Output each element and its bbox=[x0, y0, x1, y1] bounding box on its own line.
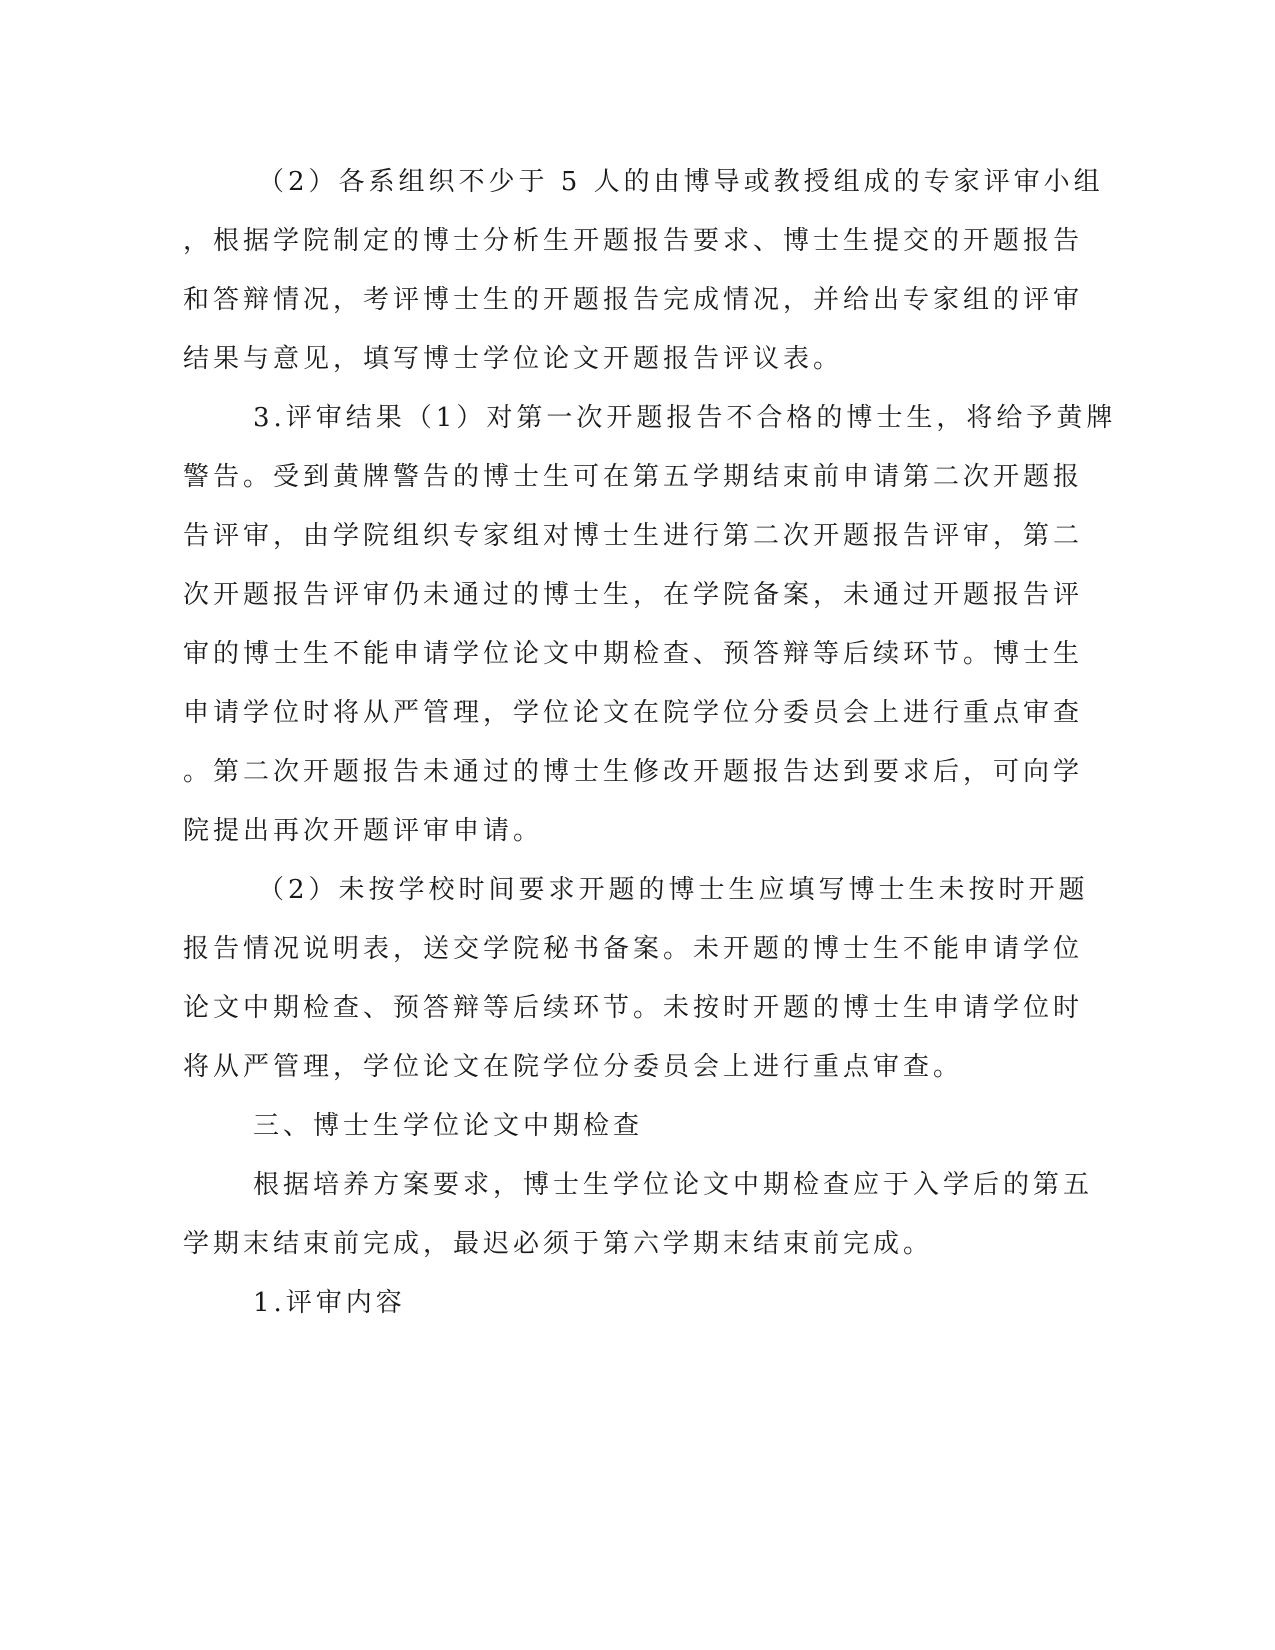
subsection-heading: 1.评审内容 bbox=[253, 1288, 406, 1318]
text-line: 将从严管理，学位论文在院学位分委员会上进行重点审查。 bbox=[183, 1052, 964, 1082]
text-line: （2）各系组织不少于 5 人的由博导或教授组成的专家评审小组 bbox=[258, 167, 1104, 197]
text-line: 审的博士生不能申请学位论文中期检查、预答辩等后续环节。博士生 bbox=[183, 639, 1084, 669]
text-line: 3.评审结果（1）对第一次开题报告不合格的博士生，将给予黄牌 bbox=[253, 403, 1117, 433]
text-line: 报告情况说明表，送交学院秘书备案。未开题的博士生不能申请学位 bbox=[183, 934, 1084, 964]
text-line: 院提出再次开题评审申请。 bbox=[183, 816, 544, 846]
text-line: 论文中期检查、预答辩等后续环节。未按时开题的博士生申请学位时 bbox=[183, 993, 1084, 1023]
text-line: 和答辩情况，考评博士生的开题报告完成情况，并给出专家组的评审 bbox=[183, 285, 1084, 315]
text-line: 。第二次开题报告未通过的博士生修改开题报告达到要求后，可向学 bbox=[183, 757, 1084, 787]
text-line: 学期末结束前完成，最迟必须于第六学期末结束前完成。 bbox=[183, 1229, 934, 1259]
text-line: 次开题报告评审仍未通过的博士生，在学院备案，未通过开题报告评 bbox=[183, 580, 1084, 610]
section-heading: 三、博士生学位论文中期检查 bbox=[253, 1111, 644, 1141]
text-line: 结果与意见，填写博士学位论文开题报告评议表。 bbox=[183, 344, 844, 374]
text-line: （2）未按学校时间要求开题的博士生应填写博士生未按时开题 bbox=[258, 875, 1089, 905]
text-line: 警告。受到黄牌警告的博士生可在第五学期结束前申请第二次开题报 bbox=[183, 462, 1084, 492]
text-line: ，根据学院制定的博士分析生开题报告要求、博士生提交的开题报告 bbox=[183, 226, 1084, 256]
text-line: 根据培养方案要求，博士生学位论文中期检查应于入学后的第五 bbox=[253, 1170, 1094, 1200]
text-line: 申请学位时将从严管理，学位论文在院学位分委员会上进行重点审查 bbox=[183, 698, 1084, 728]
text-line: 告评审，由学院组织专家组对博士生进行第二次开题报告评审，第二 bbox=[183, 521, 1084, 551]
